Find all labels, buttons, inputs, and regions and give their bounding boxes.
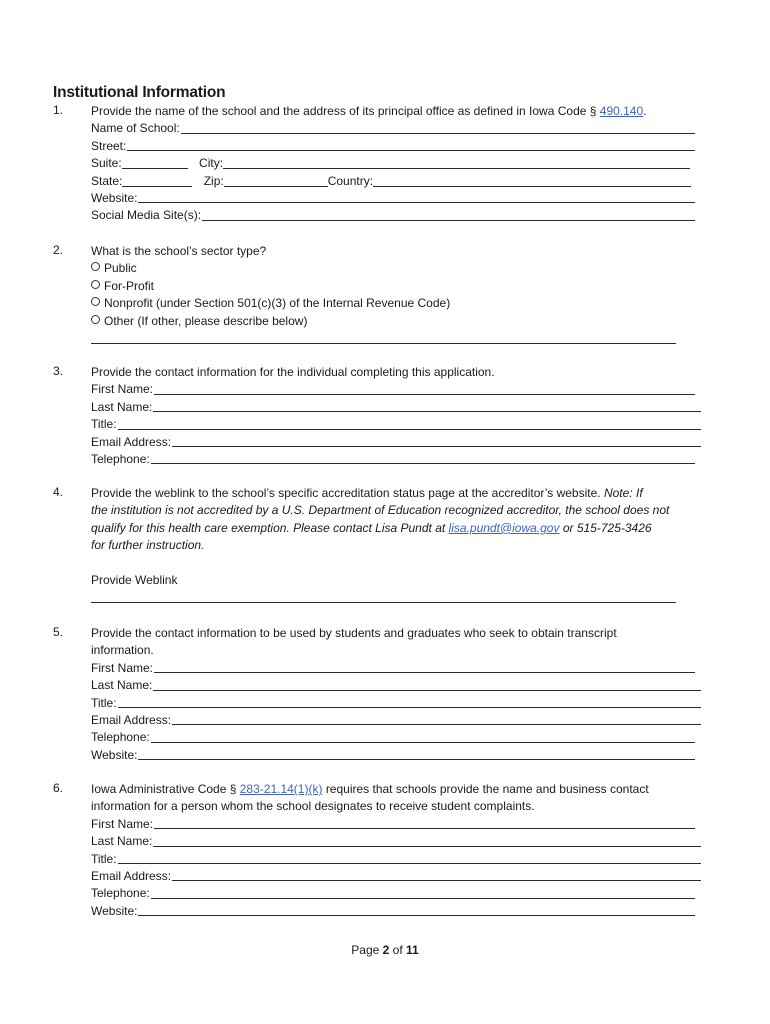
question-6 <box>91 781 703 920</box>
website-field[interactable]: Website: <box>91 190 695 207</box>
question-6-text: Iowa Administrative Code § 283-21.14(1)(k) requires that schools provide the name and business contact <box>91 782 649 796</box>
question-3-text: Provide the contact information for the individual completing this application. <box>91 365 495 379</box>
administrative-code-link[interactable]: 283-21.14(1)(k) <box>239 782 323 796</box>
contact-email-link[interactable]: lisa.pundt@iowa.gov <box>448 520 560 535</box>
weblink-field[interactable] <box>91 591 676 603</box>
transcript-title-field[interactable]: Title: <box>91 695 701 712</box>
complaint-last-name-field[interactable]: Last Name: <box>91 833 701 850</box>
question-4 <box>91 485 703 603</box>
suite-field[interactable] <box>122 156 188 169</box>
complaint-email-field[interactable]: Email Address: <box>91 868 701 885</box>
question-5 <box>91 625 703 764</box>
question-1-text: Provide the name of the school and the address of its principal office as defined in Iowa Code § 490.140. <box>91 104 647 118</box>
complaint-website-field[interactable]: Website: <box>91 903 695 920</box>
question-2-number: 2. <box>53 243 64 257</box>
question-2-text: What is the school’s sector type? <box>91 244 267 258</box>
sector-option-for-profit[interactable]: For-Profit <box>91 278 703 295</box>
transcript-telephone-field[interactable]: Telephone: <box>91 729 695 746</box>
question-3-number: 3. <box>53 364 64 378</box>
question-1 <box>91 103 703 225</box>
transcript-website-field[interactable]: Website: <box>91 747 695 764</box>
sector-option-public[interactable]: Public <box>91 260 703 277</box>
transcript-email-field[interactable]: Email Address: <box>91 712 701 729</box>
social-media-field[interactable]: Social Media Site(s): <box>91 207 695 224</box>
question-5-text-line-2: information. <box>91 643 154 658</box>
sector-option-nonprofit[interactable]: Nonprofit (under Section 501(c)(3) of the Internal Revenue Code) <box>91 295 703 312</box>
question-5-number: 5. <box>53 625 64 639</box>
question-6-text-line-2: information for a person whom the school designates to receive student complaints. <box>91 799 535 814</box>
city-field[interactable] <box>223 156 690 169</box>
complaint-first-name-field[interactable]: First Name: <box>91 816 695 833</box>
complaint-title-field[interactable]: Title: <box>91 851 701 868</box>
question-4-text: Provide the weblink to the school’s specific accreditation status page at the accreditor’s website. Note: If <box>91 486 643 500</box>
applicant-last-name-field[interactable]: Last Name: <box>91 399 701 416</box>
radio-icon[interactable] <box>91 262 100 271</box>
question-2 <box>91 243 703 344</box>
school-name-field[interactable]: Name of School: <box>91 120 695 137</box>
applicant-email-field[interactable]: Email Address: <box>91 434 701 451</box>
radio-icon[interactable] <box>91 315 100 324</box>
question-1-number: 1. <box>53 103 64 117</box>
radio-icon[interactable] <box>91 280 100 289</box>
transcript-last-name-field[interactable]: Last Name: <box>91 677 701 694</box>
zip-field[interactable] <box>224 174 328 187</box>
question-4-note-line-4: for further instruction. <box>91 538 205 553</box>
radio-icon[interactable] <box>91 297 100 306</box>
question-4-number: 4. <box>53 485 64 499</box>
state-zip-country-row: State: Zip: Country: <box>91 173 703 190</box>
question-4-note-line-2: the institution is not accredited by a U.S. Department of Education recognized accreditor, the school does not <box>91 503 670 518</box>
state-field[interactable] <box>122 174 192 187</box>
question-3 <box>91 364 703 468</box>
transcript-first-name-field[interactable]: First Name: <box>91 660 695 677</box>
applicant-telephone-field[interactable]: Telephone: <box>91 451 695 468</box>
suite-city-row: Suite: City: <box>91 155 703 172</box>
question-4-note-line-3: qualify for this health care exemption. Please contact Lisa Pundt at lisa.pundt@iowa.gov or 515-725-3426 <box>91 520 652 535</box>
question-5-text: Provide the contact information to be used by students and graduates who seek to obtain transcript <box>91 626 617 640</box>
street-field[interactable]: Street: <box>91 138 695 155</box>
question-6-number: 6. <box>53 781 64 795</box>
section-title: Institutional Information <box>53 84 226 101</box>
sector-option-other[interactable]: Other (If other, please describe below) <box>91 313 703 330</box>
other-description-field[interactable] <box>91 332 676 344</box>
page-number: Page 2 of 11 <box>351 943 419 957</box>
applicant-first-name-field[interactable]: First Name: <box>91 381 695 398</box>
weblink-label: Provide Weblink <box>91 572 178 587</box>
applicant-title-field[interactable]: Title: <box>91 416 701 433</box>
country-field[interactable] <box>373 174 691 187</box>
complaint-telephone-field[interactable]: Telephone: <box>91 885 695 902</box>
iowa-code-link[interactable]: 490.140 <box>599 104 644 118</box>
